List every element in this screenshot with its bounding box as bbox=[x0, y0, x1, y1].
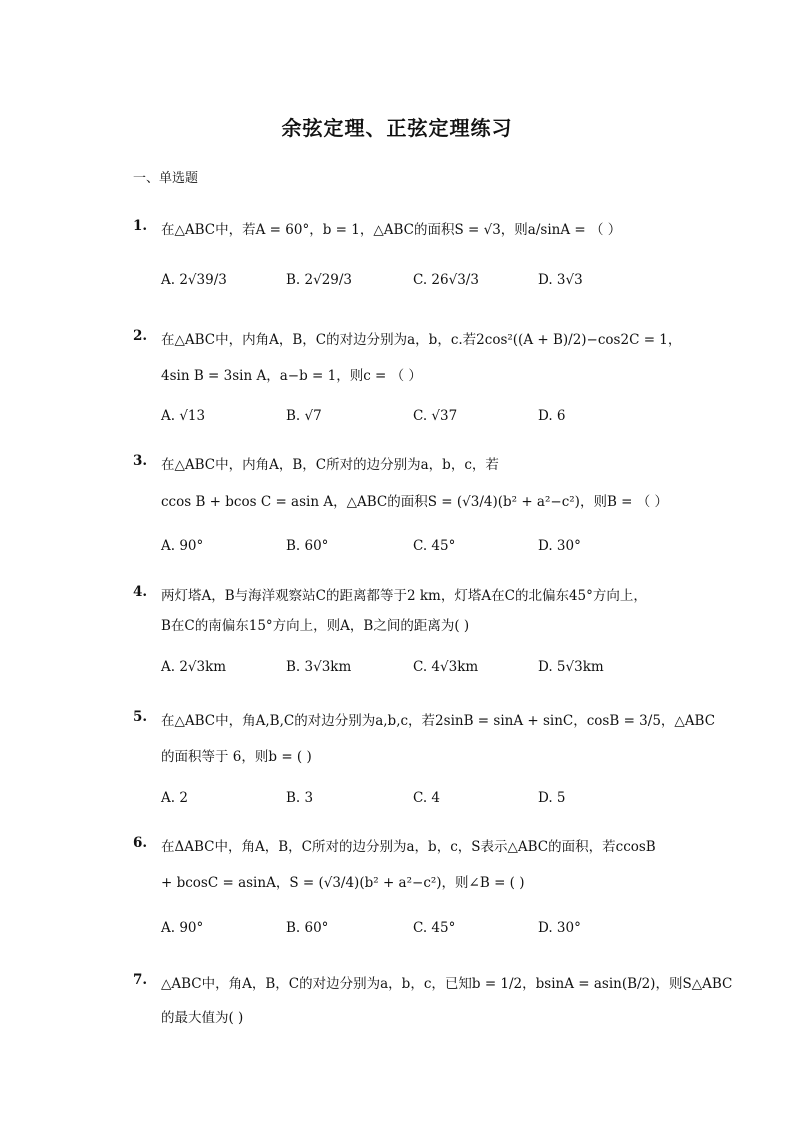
option-c: C. 45° bbox=[413, 538, 456, 554]
option-a: A. 90° bbox=[161, 920, 204, 936]
question-number: 6. bbox=[133, 835, 148, 851]
option-d: D. 30° bbox=[538, 920, 581, 936]
option-c: C. 4 bbox=[413, 790, 441, 806]
question-text: 的最大值为( ) bbox=[161, 1010, 244, 1026]
option-a: A. 2√39/3 bbox=[161, 272, 227, 288]
question-text: 两灯塔A，B与海洋观察站C的距离都等于2 km，灯塔A在C的北偏东45°方向上， bbox=[161, 588, 647, 604]
option-b: B. √7 bbox=[286, 408, 322, 424]
option-b: B. 3 bbox=[286, 790, 314, 806]
question-text: 4sin B = 3sin A，a−b = 1，则c = （ ） bbox=[161, 368, 422, 384]
option-c: C. 4√3km bbox=[413, 659, 479, 675]
question-number: 2. bbox=[133, 328, 148, 344]
option-d: D. 30° bbox=[538, 538, 581, 554]
question-text: 的面积等于 6，则b = ( ) bbox=[161, 749, 312, 765]
question-text: △ABC中，角A，B，C的对边分别为a，b，c，已知b = 1/2，bsinA = asin(B/2)，则S△ABC bbox=[161, 976, 733, 992]
option-a: A. 2 bbox=[161, 790, 188, 806]
option-c: C. √37 bbox=[413, 408, 458, 424]
option-a: A. 90° bbox=[161, 538, 204, 554]
question-text: 在ΔABC中，角A，B，C所对的边分别为a，b，c，S表示△ABC的面积，若ccosB bbox=[161, 839, 656, 855]
question-text: + bcosC = asinA，S = (√3/4)(b² + a²−c²)，则∠B = ( ) bbox=[161, 875, 525, 891]
option-b: B. 60° bbox=[286, 538, 329, 554]
option-c: C. 45° bbox=[413, 920, 456, 936]
question-text: 在△ABC中，角A,B,C的对边分别为a,b,c，若2sinB = sinA + sinC，cosB = 3/5，△ABC bbox=[161, 713, 716, 729]
question-number: 4. bbox=[133, 584, 148, 600]
option-b: B. 3√3km bbox=[286, 659, 352, 675]
option-a: A. √13 bbox=[161, 408, 206, 424]
option-c: C. 26√3/3 bbox=[413, 272, 479, 288]
option-d: D. 5√3km bbox=[538, 659, 604, 675]
option-d: D. 5 bbox=[538, 790, 566, 806]
question-text: 在△ABC中，内角A，B，C所对的边分别为a，b，c，若 bbox=[161, 457, 499, 473]
question-text: 在△ABC中，若A = 60°，b = 1，△ABC的面积S = √3，则a/sinA = （ ） bbox=[161, 222, 622, 238]
option-d: D. 6 bbox=[538, 408, 566, 424]
option-d: D. 3√3 bbox=[538, 272, 583, 288]
question-text: 在△ABC中，内角A，B，C的对边分别为a，b，c.若2cos²((A + B)/2)−cos2C = 1， bbox=[161, 332, 682, 348]
document-title: 余弦定理、正弦定理练习 bbox=[281, 116, 513, 140]
question-number: 7. bbox=[133, 972, 148, 988]
section-heading: 一、单选题 bbox=[133, 171, 199, 186]
option-b: B. 60° bbox=[286, 920, 329, 936]
question-number: 1. bbox=[133, 218, 148, 234]
question-number: 3. bbox=[133, 453, 148, 469]
question-text: B在C的南偏东15°方向上，则A，B之间的距离为( ) bbox=[161, 618, 470, 634]
option-a: A. 2√3km bbox=[161, 659, 227, 675]
question-number: 5. bbox=[133, 709, 148, 725]
question-text: ccos B + bcos C = asin A，△ABC的面积S = (√3/4)(b² + a²−c²)，则B = （ ） bbox=[161, 494, 669, 510]
option-b: B. 2√29/3 bbox=[286, 272, 353, 288]
